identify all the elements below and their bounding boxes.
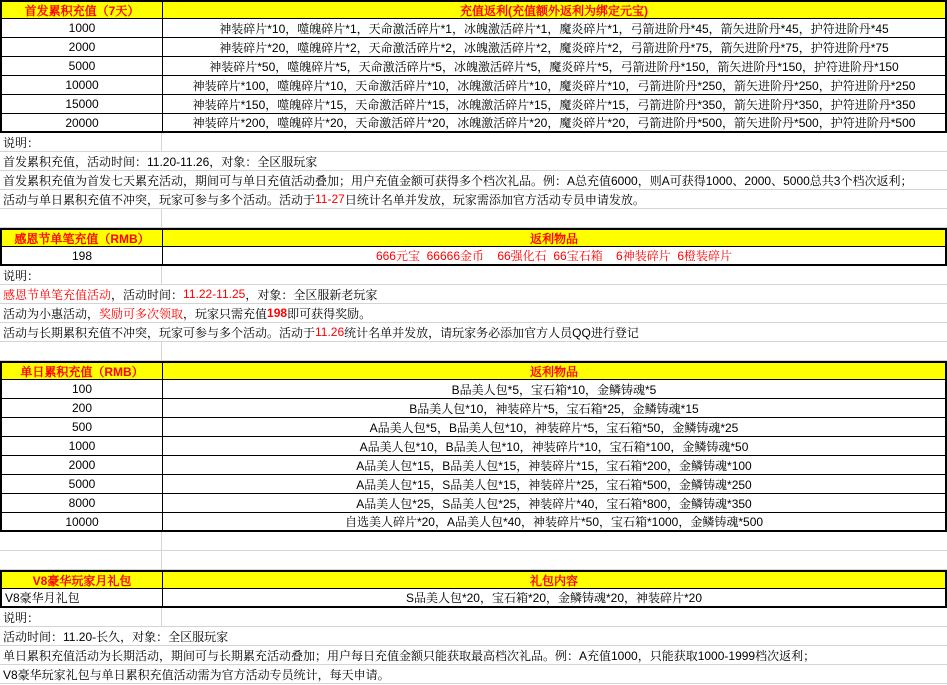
note-row[interactable]	[0, 190, 947, 209]
amount-cell[interactable]: 1000	[2, 437, 163, 455]
amount-cell[interactable]: 20000	[2, 114, 163, 131]
note-text: ，对象：全区服新老玩家	[245, 287, 378, 302]
note-highlight-text: 感恩节单笔充值活动	[3, 287, 112, 302]
amount-cell[interactable]: 8000	[2, 494, 163, 512]
column-header-cell[interactable]: 返利物品	[163, 363, 945, 379]
first-recharge-table-header-row	[0, 0, 947, 19]
table-row	[0, 76, 947, 95]
note-row[interactable]	[0, 285, 947, 304]
empty-cell[interactable]	[0, 551, 162, 569]
reward-cell[interactable]: 神装碎片*150，噬魄碎片*15，天命激活碎片*15，冰魄激活碎片*15，魔炎碎片*15，弓箭进阶丹*350，箭矢进阶丹*350，护符进阶丹*350	[192, 97, 916, 112]
note-row[interactable]	[0, 627, 947, 646]
notes-label-row	[0, 266, 947, 285]
amount-cell[interactable]: 2000	[2, 38, 163, 56]
amount-cell[interactable]: 2000	[2, 456, 163, 474]
notes-label-cell[interactable]: 说明：	[0, 608, 162, 626]
amount-cell[interactable]: 10000	[2, 513, 163, 530]
table-row	[0, 380, 947, 399]
empty-row	[0, 532, 947, 551]
table-row	[0, 38, 947, 57]
note-text: 即可获得奖励。	[287, 306, 372, 321]
daily-cumulative-recharge-table	[0, 361, 947, 532]
table-row	[0, 95, 947, 114]
thanksgiving-single-recharge-table	[0, 228, 947, 266]
reward-cell[interactable]: 自选美人碎片*20，A品美人包*40，神装碎片*50，宝石箱*1000，金鳞铸魂*500	[344, 515, 764, 529]
table-row	[0, 19, 947, 38]
amount-cell[interactable]: 5000	[2, 57, 163, 75]
note-text: 首发累积充值，活动时间：11.20-11.26，对象：全区服玩家	[3, 154, 318, 169]
note-highlight-text: 198	[267, 306, 288, 320]
column-header-cell[interactable]: 充值返利(充值额外返利为绑定元宝)	[163, 2, 945, 18]
column-header-cell[interactable]: 返利物品	[163, 230, 945, 246]
amount-cell[interactable]: 10000	[2, 76, 163, 94]
note-text: V8豪华玩家礼包与单日累积充值活动需为官方活动专员统计，每天申请。	[3, 667, 390, 682]
empty-cell[interactable]	[162, 266, 947, 284]
reward-cell[interactable]: B品美人包*5，宝石箱*10，金鳞铸魂*5	[451, 382, 657, 397]
table-row	[0, 456, 947, 475]
notes-label-row	[0, 133, 947, 152]
empty-row	[0, 551, 947, 570]
note-text: ，玩家只需充值	[183, 306, 268, 321]
reward-cell[interactable]: A品美人包*5，B品美人包*10，神装碎片*5，宝石箱*50，金鳞铸魂*25	[369, 420, 739, 435]
note-text: 日统计名单并发放，玩家需添加官方活动专员申请发放。	[344, 192, 645, 207]
note-highlight-text: 11.22-11.25	[183, 287, 246, 301]
reward-cell[interactable]: A品美人包*15，B品美人包*15，神装碎片*15，宝石箱*200，金鳞铸魂*100	[356, 458, 752, 473]
note-row[interactable]	[0, 171, 947, 190]
empty-cell[interactable]	[0, 209, 162, 227]
empty-cell[interactable]	[162, 551, 947, 569]
empty-cell[interactable]	[162, 342, 947, 360]
note-row[interactable]	[0, 304, 947, 323]
amount-cell[interactable]: 100	[2, 380, 163, 398]
note-text: 活动时间：11.20-长久，对象：全区服玩家	[3, 629, 229, 644]
note-highlight-text: 11-27	[315, 192, 345, 206]
notes-label-cell[interactable]: 说明：	[0, 266, 162, 284]
table-row	[0, 475, 947, 494]
table-row	[0, 247, 947, 266]
column-header-cell[interactable]: 礼包内容	[163, 572, 945, 588]
daily-cumulative-recharge-table-header-row	[0, 361, 947, 380]
reward-cell[interactable]: 神装碎片*50，噬魄碎片*5，天命激活碎片*5，冰魄激活碎片*5，魔炎碎片*5，弓箭进阶丹*150，箭矢进阶丹*150，护符进阶丹*150	[209, 59, 899, 74]
amount-cell[interactable]: 1000	[2, 19, 163, 37]
v8-monthly-gift-table	[0, 570, 947, 608]
reward-cell[interactable]: A品美人包*25，S品美人包*25，神装碎片*40，宝石箱*800，金鳞铸魂*350	[356, 496, 752, 511]
note-text: 活动与单日累积充值不冲突，玩家可参与多个活动。活动于	[3, 192, 316, 207]
table-row	[0, 114, 947, 133]
reward-cell[interactable]: 神装碎片*20，噬魄碎片*2，天命激活碎片*2，冰魄激活碎片*2，魔炎碎片*2，弓箭进阶丹*75，箭矢进阶丹*75，护符进阶丹*75	[219, 40, 889, 55]
amount-cell[interactable]: 5000	[2, 475, 163, 493]
notes-label-cell[interactable]: 说明：	[0, 133, 162, 151]
amount-cell[interactable]: 15000	[2, 95, 163, 113]
reward-cell[interactable]: 神装碎片*200，噬魄碎片*20，天命激活碎片*20，冰魄激活碎片*20，魔炎碎片*20，弓箭进阶丹*500，箭矢进阶丹*500，护符进阶丹*500	[192, 116, 916, 130]
note-highlight-text: 11.26	[315, 325, 345, 339]
empty-cell[interactable]	[0, 532, 162, 550]
table-row	[0, 513, 947, 532]
column-header-cell[interactable]: 感恩节单笔充值（RMB）	[2, 230, 163, 246]
note-text: 首发累积充值为首发七天累充活动，期间可与单日充值活动叠加；用户充值金额可获得多个档次礼品。例：A总充值6000，则A可获得1000、2000、5000总共3个档次返利；	[3, 173, 913, 188]
v8-monthly-gift-table-header-row	[0, 570, 947, 589]
column-header-cell[interactable]: 单日累积充值（RMB）	[2, 363, 163, 379]
reward-cell[interactable]: 神装碎片*100，噬魄碎片*10，天命激活碎片*10，冰魄激活碎片*10，魔炎碎片*10，弓箭进阶丹*250，箭矢进阶丹*250，护符进阶丹*250	[192, 78, 916, 93]
note-highlight-text: 奖励可多次领取	[99, 306, 184, 321]
note-row[interactable]	[0, 646, 947, 665]
reward-cell[interactable]: A品美人包*10，B品美人包*10，神装碎片*10，宝石箱*100，金鳞铸魂*50	[359, 439, 749, 454]
note-text: 单日累积充值活动为长期活动，期间可与长期累充活动叠加；用户每日充值金额只能获取最高档次礼品。例：A充值1000，只能获取1000-1999档次返利；	[3, 648, 816, 663]
amount-cell[interactable]: 200	[2, 399, 163, 417]
reward-cell[interactable]: S品美人包*20，宝石箱*20，金鳞铸魂*20，神装碎片*20	[405, 591, 703, 605]
amount-cell[interactable]: 500	[2, 418, 163, 436]
column-header-cell[interactable]: 首发累积充值（7天）	[2, 2, 163, 18]
reward-cell[interactable]: 神装碎片*10，噬魄碎片*1，天命激活碎片*1，冰魄激活碎片*1，魔炎碎片*1，弓箭进阶丹*45，箭矢进阶丹*45，护符进阶丹*45	[219, 21, 889, 36]
first-recharge-table	[0, 0, 947, 133]
note-row[interactable]	[0, 152, 947, 171]
table-row	[0, 57, 947, 76]
empty-cell[interactable]	[0, 342, 162, 360]
note-text: ，活动时间：	[111, 287, 184, 302]
note-row[interactable]	[0, 323, 947, 342]
empty-row	[0, 209, 947, 228]
note-row[interactable]	[0, 665, 947, 684]
column-header-cell[interactable]: V8豪华玩家月礼包	[2, 572, 163, 588]
amount-cell[interactable]: 198	[2, 247, 163, 264]
empty-cell[interactable]	[162, 133, 947, 151]
table-row	[0, 494, 947, 513]
table-row	[0, 437, 947, 456]
note-text: 活动与长期累积充值不冲突，玩家可参与多个活动。活动于	[3, 325, 316, 340]
table-row	[0, 589, 947, 608]
thanksgiving-single-recharge-table-header-row	[0, 228, 947, 247]
note-text: 活动为小惠活动，	[3, 306, 100, 321]
empty-cell[interactable]	[162, 532, 947, 550]
empty-row	[0, 342, 947, 361]
table-row	[0, 418, 947, 437]
note-text: 统计名单并发放，请玩家务必添加官方人员QQ进行登记	[344, 325, 639, 340]
reward-cell[interactable]: B品美人包*10，神装碎片*5，宝石箱*25，金鳞铸魂*15	[409, 401, 699, 416]
amount-cell[interactable]: V8豪华月礼包	[2, 589, 163, 606]
empty-cell[interactable]	[162, 209, 947, 227]
table-row	[0, 399, 947, 418]
notes-label-row	[0, 608, 947, 627]
empty-cell[interactable]	[162, 608, 947, 626]
reward-cell[interactable]: A品美人包*15，S品美人包*15，神装碎片*25，宝石箱*500，金鳞铸魂*250	[356, 477, 752, 492]
reward-cell[interactable]: 666元宝 66666金币 66强化石 66宝石箱 6神装碎片 6橙装碎片	[375, 249, 733, 263]
